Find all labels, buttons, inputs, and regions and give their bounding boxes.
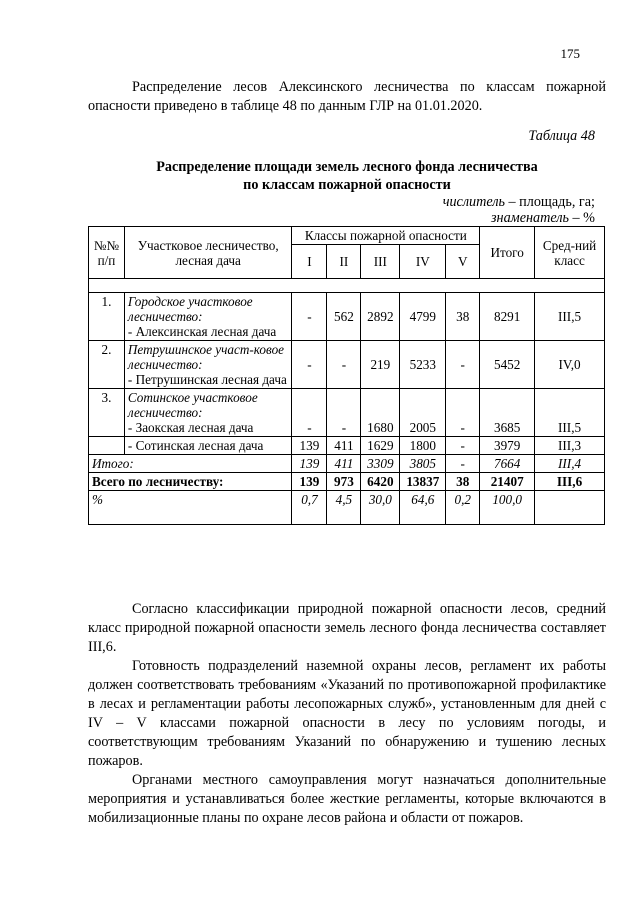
denominator-label: знаменатель	[491, 210, 569, 226]
header-total: Итого	[480, 227, 535, 279]
dacha-name: - Алексинская лесная дача	[127, 324, 277, 339]
paragraph: Готовность подразделений наземной охраны лесов, регламент их работы должен соответствовать требованиям «Указаний по противопожарной профилактике в лесах и регламентации работы лесопожарных служб», установленным для дней с IV – V классами пожарной опасности в лесу по условиям погоды, и соответствующим требованиям Указаний по обнаружению и тушению лесных пожаров.	[88, 658, 606, 769]
fire-class-table	[88, 226, 605, 525]
cell-class-1: 0,7	[292, 491, 327, 525]
header-class-2: II	[327, 245, 361, 279]
row-name	[124, 389, 292, 437]
percent-label: %	[89, 491, 292, 525]
percent-row	[89, 491, 605, 525]
grand-total-label: Всего по лесничеству:	[89, 473, 292, 491]
cell-class-3: 3309	[361, 455, 400, 473]
cell-class-5: -	[446, 455, 480, 473]
intro-paragraph: Распределение лесов Алексинского лесничества по классам пожарной опасности приведено в таблице 48 по данным ГЛР на 01.01.2020.	[88, 79, 606, 114]
cell-total: 5452	[480, 341, 535, 389]
cell-avg-class: IV,0	[535, 341, 605, 389]
table-row	[89, 341, 605, 389]
cell-class-2: 411	[327, 455, 361, 473]
cell-class-3: 6420	[361, 473, 400, 491]
cell-class-1: -	[292, 341, 327, 389]
header-class-4: IV	[400, 245, 446, 279]
row-num: 2.	[89, 341, 125, 389]
header-classes: Классы пожарной опасности	[292, 227, 480, 245]
cell-avg-class	[535, 491, 605, 525]
row-num: 3.	[89, 389, 125, 437]
table-label: Таблица 48	[528, 128, 595, 144]
cell-class-3: 1680	[361, 389, 400, 437]
subtotal-row	[89, 455, 605, 473]
subtotal-label: Итого:	[89, 455, 292, 473]
table-title	[88, 158, 606, 194]
cell-avg-class: III,4	[535, 455, 605, 473]
cell-avg-class: III,3	[535, 437, 605, 455]
table-title-line-2: по классам пожарной опасности	[243, 177, 451, 193]
unit-legend-numerator	[443, 194, 595, 210]
forestry-name: Петрушинское участ-ковое лесничество:	[127, 342, 285, 372]
header-class-5: V	[446, 245, 480, 279]
cell-class-4: 5233	[400, 341, 446, 389]
unit-legend-denominator	[491, 210, 595, 226]
row-name	[124, 341, 292, 389]
spacer-cell	[89, 279, 605, 293]
row-num	[89, 437, 125, 455]
cell-avg-class: III,6	[535, 473, 605, 491]
cell-class-4: 64,6	[400, 491, 446, 525]
row-name	[124, 293, 292, 341]
denominator-text: – %	[568, 210, 595, 226]
cell-class-3: 30,0	[361, 491, 400, 525]
cell-class-2: 562	[327, 293, 361, 341]
forestry-name: Городское участковое лесничество:	[127, 294, 253, 324]
cell-class-3: 2892	[361, 293, 400, 341]
cell-total: 3685	[480, 389, 535, 437]
body-text	[88, 600, 606, 828]
table-title-line-1: Распределение площади земель лесного фонда лесничества	[156, 159, 538, 175]
cell-class-1: 139	[292, 437, 327, 455]
header-class-1: I	[292, 245, 327, 279]
cell-class-1: 139	[292, 455, 327, 473]
table-row	[89, 293, 605, 341]
grand-total-row	[89, 473, 605, 491]
cell-class-4: 1800	[400, 437, 446, 455]
row-num: 1.	[89, 293, 125, 341]
cell-class-5: -	[446, 437, 480, 455]
cell-class-4: 2005	[400, 389, 446, 437]
cell-class-5: 38	[446, 473, 480, 491]
cell-class-2: 4,5	[327, 491, 361, 525]
cell-class-1: -	[292, 293, 327, 341]
numerator-text: – площадь, га;	[504, 194, 595, 210]
paragraph: Органами местного самоуправления могут назначаться дополнительные мероприятия и устанавливаться более жесткие регламенты, которые включаются в мобилизационные планы по охране лесов района и области от пожаров.	[88, 772, 606, 826]
forestry-name: Сотинское участковое лесничество:	[127, 390, 258, 420]
cell-class-4: 4799	[400, 293, 446, 341]
dacha-name: - Заокская лесная дача	[127, 420, 254, 435]
header-row-1	[89, 227, 605, 245]
cell-class-5: 0,2	[446, 491, 480, 525]
header-avg-class: Сред-ний класс	[535, 227, 605, 279]
table-row	[89, 437, 605, 455]
cell-class-2: -	[327, 341, 361, 389]
numerator-label: числитель	[442, 194, 505, 210]
paragraph: Согласно классификации природной пожарной опасности лесов, средний класс природной пожарной опасности земель лесного фонда лесничества составляет III,6.	[88, 601, 606, 655]
cell-class-5: -	[446, 389, 480, 437]
dacha-name: - Петрушинская лесная дача	[127, 372, 287, 387]
cell-total: 8291	[480, 293, 535, 341]
cell-total: 7664	[480, 455, 535, 473]
spacer-row	[89, 279, 605, 293]
cell-class-3: 1629	[361, 437, 400, 455]
cell-total: 3979	[480, 437, 535, 455]
cell-total: 21407	[480, 473, 535, 491]
cell-class-2: 973	[327, 473, 361, 491]
cell-class-3: 219	[361, 341, 400, 389]
dacha-name: - Сотинская лесная дача	[124, 437, 292, 455]
cell-class-1: -	[292, 389, 327, 437]
header-class-3: III	[361, 245, 400, 279]
cell-class-2: -	[327, 389, 361, 437]
cell-class-2: 411	[327, 437, 361, 455]
cell-class-5: 38	[446, 293, 480, 341]
table-row	[89, 389, 605, 437]
cell-avg-class: III,5	[535, 293, 605, 341]
cell-class-4: 13837	[400, 473, 446, 491]
cell-class-5: -	[446, 341, 480, 389]
cell-total: 100,0	[480, 491, 535, 525]
page-number: 175	[560, 46, 580, 61]
cell-avg-class: III,5	[535, 389, 605, 437]
header-name: Участковое лесничество, лесная дача	[124, 227, 292, 279]
cell-class-1: 139	[292, 473, 327, 491]
header-num: №№ п/п	[89, 227, 125, 279]
cell-class-4: 3805	[400, 455, 446, 473]
